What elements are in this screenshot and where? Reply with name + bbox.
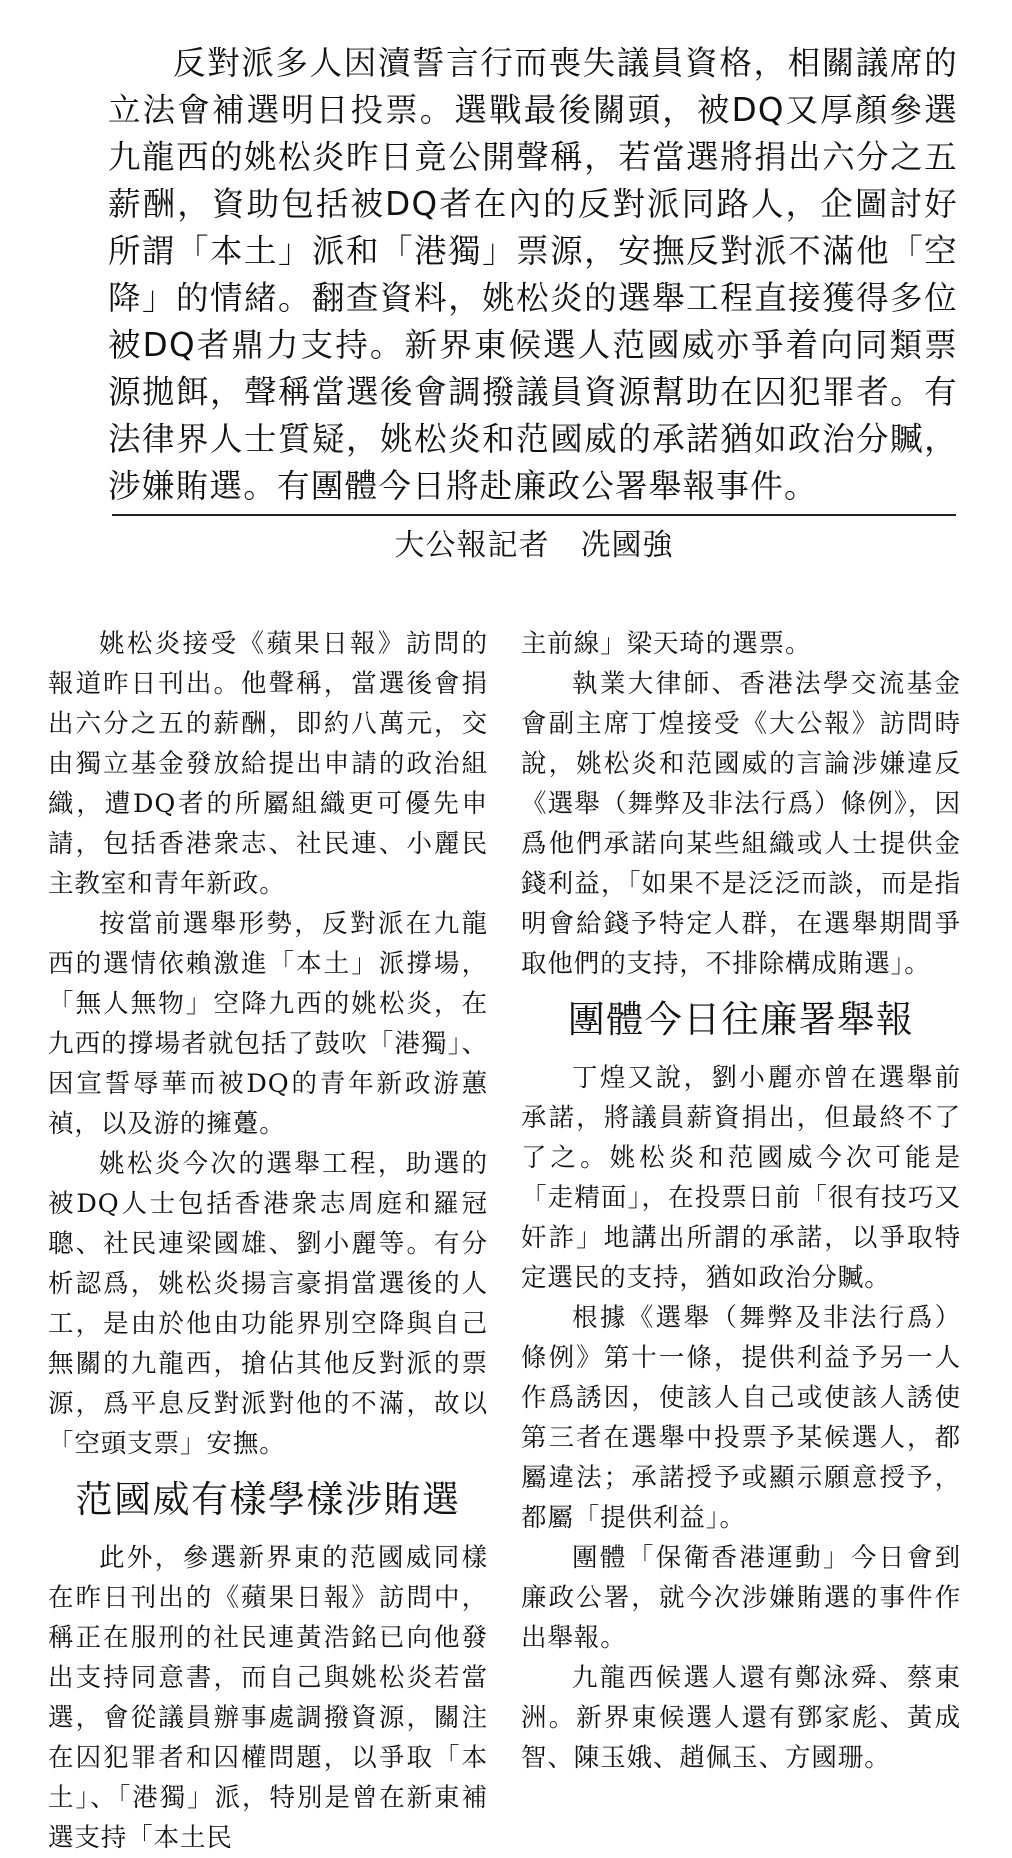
article-column-right [521,624,961,1778]
subheading: 團體今日往廉署舉報 [567,998,915,1041]
lede-divider [112,514,956,516]
article-column-left [48,624,488,1858]
paragraph: 團體「保衛香港運動」今日會到廉政公署，就今次涉嫌賄選的事件作出舉報。 [521,1543,961,1653]
paragraph: 姚松炎今次的選舉工程，助選的被DQ人士包括香港衆志周庭和羅冠聰、社民連梁國雄、劉小麗等。有分析認爲，姚松炎揚言豪捐當選後的人工，是由於他由功能界別空降與自己無關的九龍西，搶佔其他反對派的票源，爲平息反對派對他的不滿，故以「空頭支票」安撫。 [48,1149,488,1459]
paragraph: 姚松炎接受《蘋果日報》訪問的報道昨日刊出。他聲稱，當選後會捐出六分之五的薪酬，即約八萬元，交由獨立基金發放給提出申請的政治組織，遭DQ者的所屬組織更可優先申請，包括香港衆志、社民連、小麗民主教室和青年新政。 [48,629,488,899]
paragraph: 此外，參選新界東的范國威同樣在昨日刊出的《蘋果日報》訪問中，稱正在服刑的社民連黃浩銘已向他發出支持同意書，而自己與姚松炎若當選，會從議員辦事處調撥資源，關注在囚犯罪者和囚權問題，以爭取「本土」、「港獨」派，特別是曾在新東補選支持「本土民 [48,1543,488,1853]
paragraph: 按當前選舉形勢，反對派在九龍西的選情依賴激進「本土」派撐場，「無人無物」空降九西的姚松炎，在九西的撐場者就包括了鼓吹「港獨」、因宣誓辱華而被DQ的青年新政游蕙禎，以及游的擁躉。 [48,909,488,1139]
article-lede: 反對派多人因瀆誓言行而喪失議員資格，相關議席的立法會補選明日投票。選戰最後關頭，被DQ又厚顏參選九龍西的姚松炎昨日竟公開聲稱，若當選將捐出六分之五薪酬，資助包括被DQ者在內的反對派同路人，企圖討好所謂「本土」派和「港獨」票源，安撫反對派不滿他「空降」的情緒。翻查資料，姚松炎的選舉工程直接獲得多位被DQ者鼎力支持。新界東候選人范國威亦爭着向同類票源拋餌，聲稱當選後會調撥議員資源幫助在囚犯罪者。有法律界人士質疑，姚松炎和范國威的承諾猶如政治分贓，涉嫌賄選。有團體今日將赴廉政公署舉報事件。 [108,44,958,505]
paragraph: 根據《選舉（舞弊及非法行爲）條例》第十一條，提供利益予另一人作爲誘因，使該人自己或使該人誘使第三者在選舉中投票予某候選人，都屬違法；承諾授予或顯示願意授予，都屬「提供利益」。 [521,1303,961,1533]
subheading: 范國威有樣學樣涉賄選 [75,1478,461,1521]
paragraph-continued: 主前線」梁天琦的選票。 [521,629,812,659]
paragraph: 九龍西候選人還有鄭泳舜、蔡東洲。新界東候選人還有鄧家彪、黃成智、陳玉娥、趙佩玉、方國珊。 [521,1663,961,1773]
byline: 大公報記者 冼國強 [394,528,674,563]
paragraph: 丁煌又說，劉小麗亦曾在選舉前承諾，將議員薪資捐出，但最終不了了之。姚松炎和范國威今次可能是「走精面」，在投票日前「很有技巧又奸詐」地講出所謂的承諾，以爭取特定選民的支持，猶如政治分贓。 [521,1063,961,1293]
paragraph: 執業大律師、香港法學交流基金會副主席丁煌接受《大公報》訪問時說，姚松炎和范國威的言論涉嫌違反《選舉（舞弊及非法行爲）條例》，因爲他們承諾向某些組織或人士提供金錢利益，「如果不是泛泛而談，而是指明會給錢予特定人群，在選舉期間爭取他們的支持，不排除構成賄選」。 [521,669,961,979]
